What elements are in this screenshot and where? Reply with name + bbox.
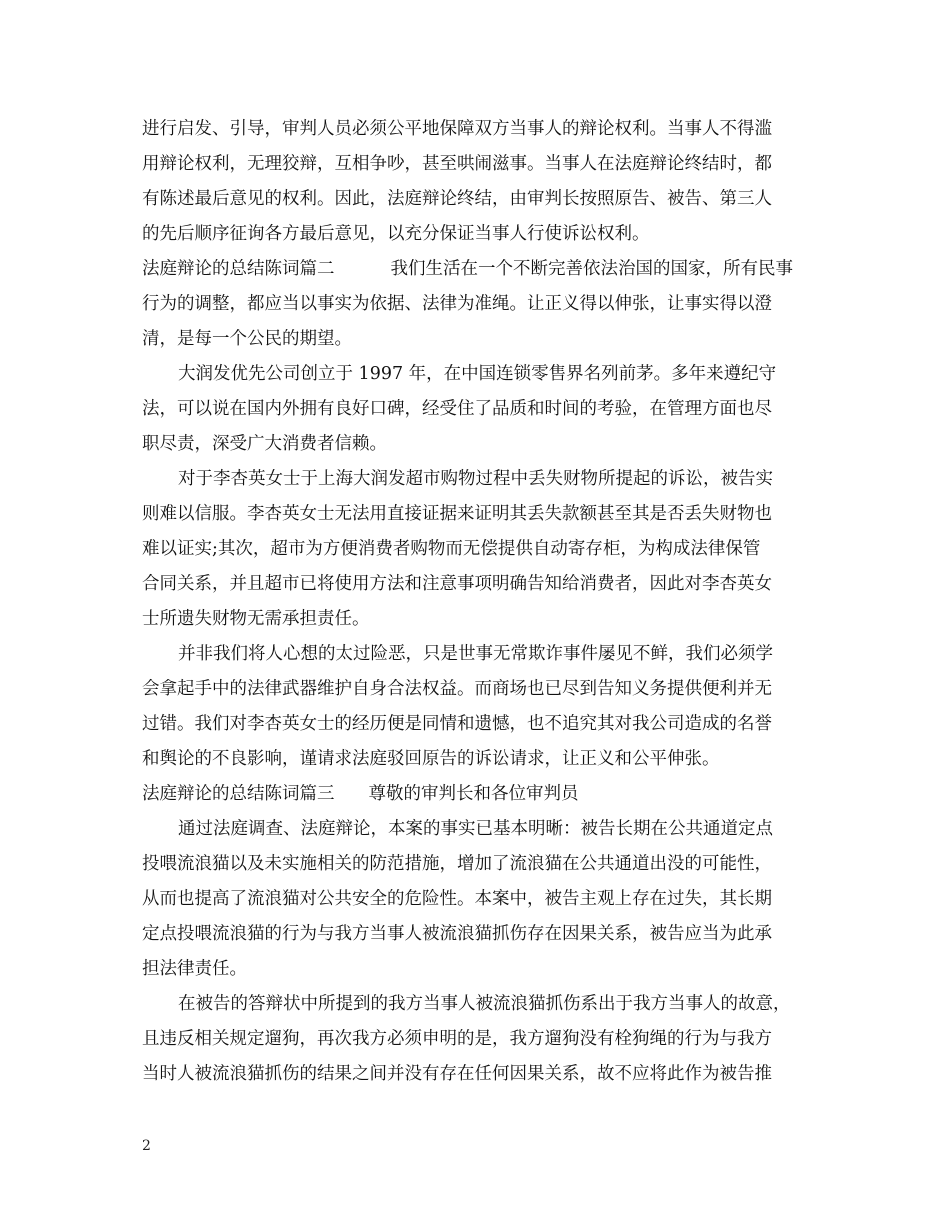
text-line: 士所遗失财物无需承担责任。 <box>142 609 370 629</box>
text-line: 用辩论权利，无理狡辩，互相争吵，甚至哄闹滋事。当事人在法庭辩论终结时，都 <box>142 154 772 174</box>
text-line: 在被告的答辩状中所提到的我方当事人被流浪猫抓伤系出于我方当事人的故意， <box>178 994 791 1014</box>
text-line: 大润发优先公司创立于 1997 年，在中国连锁零售界名列前茅。多年来遵纪守 <box>178 364 777 384</box>
section-heading-line <box>142 252 822 287</box>
text-line: 担法律责任。 <box>142 959 247 979</box>
text-line: 过错。我们对李杏英女士的经历便是同情和遗憾，也不追究其对我公司造成的名誉 <box>142 714 772 734</box>
text-line: 我们生活在一个不断完善依法治国的国家，所有民事 <box>390 259 793 279</box>
text-line: 且违反相关规定遛狗，再次我方必须申明的是，我方遛狗没有栓狗绳的行为与我方 <box>142 1029 772 1049</box>
section-heading: 法庭辩论的总结陈词篇二 <box>142 259 335 279</box>
text-line: 会拿起手中的法律武器维护自身合法权益。而商场也已尽到告知义务提供便利并无 <box>142 679 772 699</box>
section-heading: 法庭辩论的总结陈词篇三 <box>142 784 335 804</box>
text-line: 通过法庭调查、法庭辩论，本案的事实已基本明晰：被告长期在公共通道定点 <box>178 819 773 839</box>
document-body <box>142 112 822 1092</box>
section-heading-line <box>142 777 822 812</box>
text-line: 从而也提高了流浪猫对公共安全的危险性。本案中，被告主观上存在过失，其长期 <box>142 889 772 909</box>
text-line: 定点投喂流浪猫的行为与我方当事人被流浪猫抓伤存在因果关系，被告应当为此承 <box>142 924 772 944</box>
text-line: 职尽责，深受广大消费者信赖。 <box>142 434 387 454</box>
text-line: 投喂流浪猫以及未实施相关的防范措施，增加了流浪猫在公共通道出没的可能性， <box>142 854 772 874</box>
text-line: 有陈述最后意见的权利。因此，法庭辩论终结，由审判长按照原告、被告、第三人 <box>142 189 772 209</box>
text-line: 法，可以说在国内外拥有良好口碑，经受住了品质和时间的考验，在管理方面也尽 <box>142 399 772 419</box>
text-line: 当时人被流浪猫抓伤的结果之间并没有存在任何因果关系，故不应将此作为被告推 <box>142 1064 772 1084</box>
text-line: 行为的调整，都应当以事实为依据、法律为准绳。让正义得以伸张，让事实得以澄 <box>142 294 772 314</box>
text-line: 和舆论的不良影响，谨请求法庭驳回原告的诉讼请求，让正义和公平伸张。 <box>142 749 720 769</box>
text-line: 尊敬的审判长和各位审判员 <box>368 784 579 804</box>
text-line: 对于李杏英女士于上海大润发超市购物过程中丢失财物所提起的诉讼，被告实 <box>178 469 773 489</box>
text-line: 清，是每一个公民的期望。 <box>142 329 352 349</box>
text-line: 的先后顺序征询各方最后意见，以充分保证当事人行使诉讼权利。 <box>142 224 650 244</box>
text-line: 则难以信服。李杏英女士无法用直接证据来证明其丢失款额甚至其是否丢失财物也 <box>142 504 772 524</box>
text-line: 合同关系，并且超市已将使用方法和注意事项明确告知给消费者，因此对李杏英女 <box>142 574 772 594</box>
text-line: 进行启发、引导，审判人员必须公平地保障双方当事人的辩论权利。当事人不得滥 <box>142 119 772 139</box>
text-line: 并非我们将人心想的太过险恶，只是世事无常欺诈事件屡见不鲜，我们必须学 <box>178 644 773 664</box>
text-line: 难以证实;其次，超市为方便消费者购物而无偿提供自动寄存柜，为构成法律保管 <box>142 539 761 559</box>
page-number: 2 <box>142 1138 151 1154</box>
